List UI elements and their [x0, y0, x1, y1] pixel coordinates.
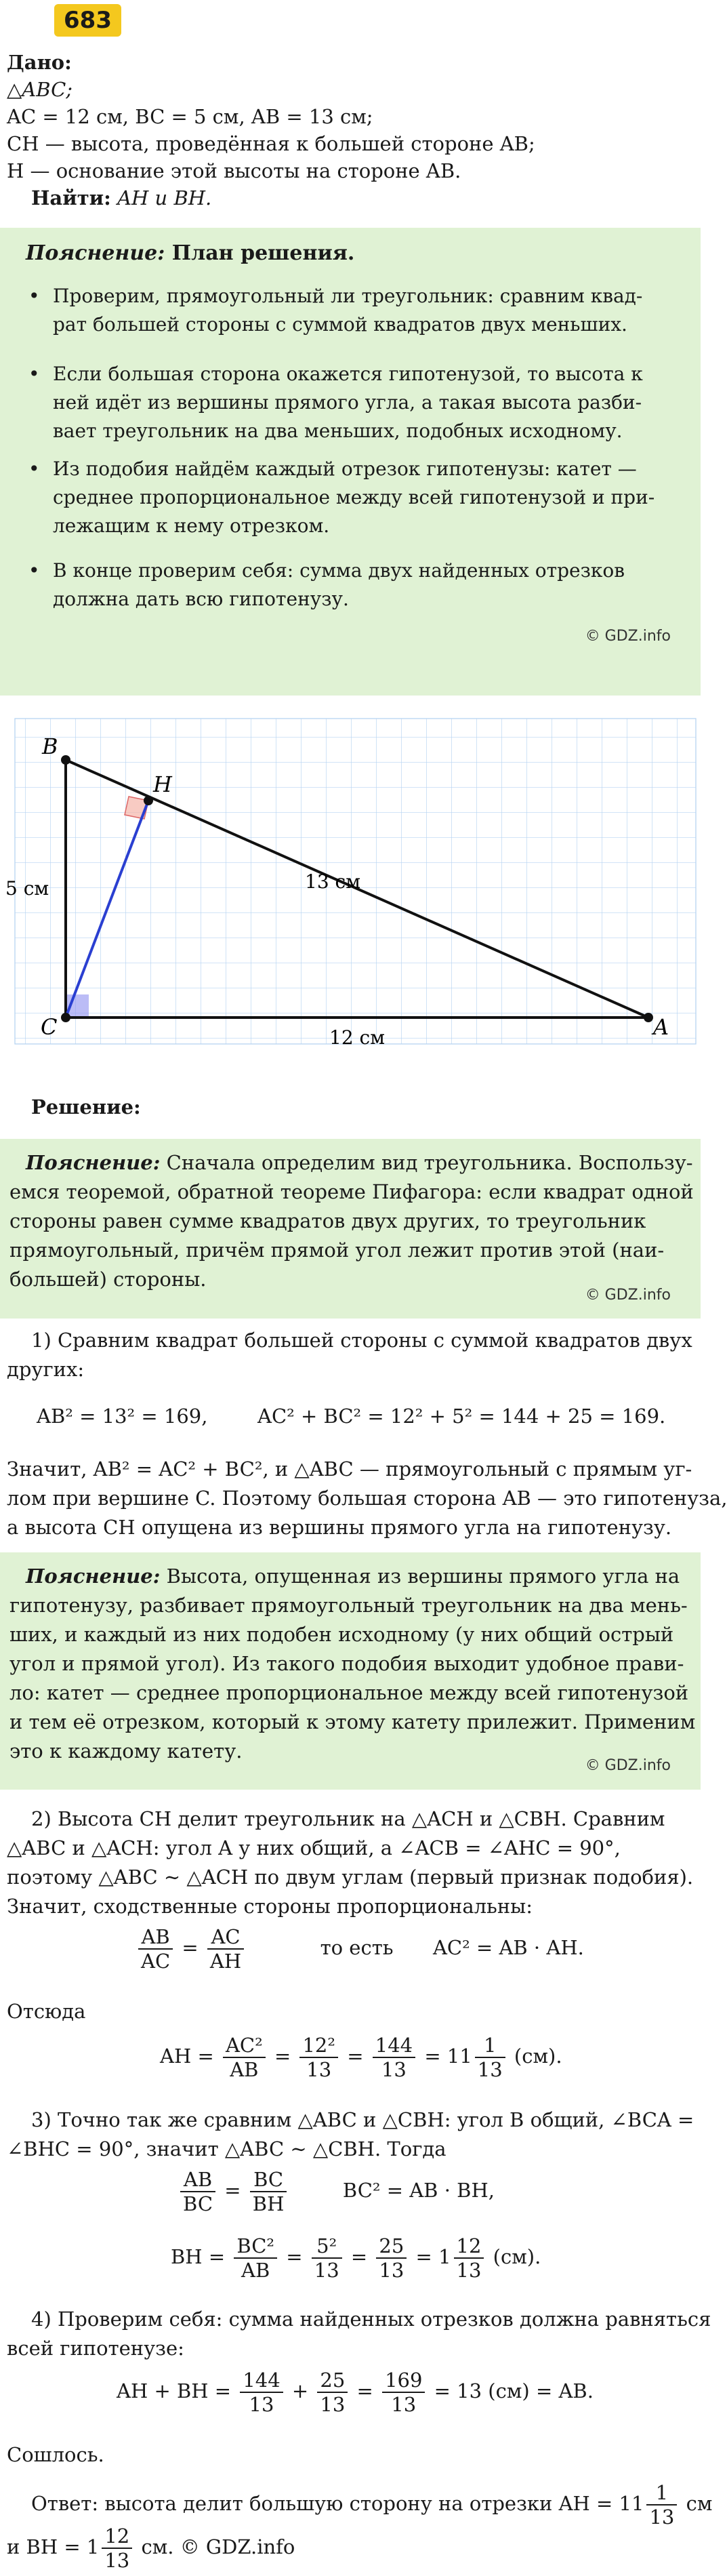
frac: [475, 2034, 505, 2081]
note1-line-5: большей) стороны.: [9, 1268, 207, 1291]
frac-num: 25: [376, 2234, 407, 2259]
note1-italic: Пояснение:: [26, 1151, 161, 1174]
frac-num: 1: [475, 2034, 505, 2058]
frac-den: AB: [241, 2259, 270, 2282]
frac: [250, 2168, 287, 2215]
plan-bullet-3-line-3: лежащим к нему отрезком.: [53, 515, 330, 537]
plan-heading: [26, 241, 354, 265]
frac-num: 12²: [299, 2034, 338, 2058]
unit: (см).: [493, 2245, 541, 2268]
frac-den: 13: [391, 2393, 417, 2416]
note2-watermark: © GDZ.info: [585, 1757, 671, 1774]
answer-line-2: [7, 2524, 295, 2572]
triangle-figure: [0, 712, 701, 1051]
frac-den: AH: [209, 1950, 242, 1973]
answer-prefix: Ответ: высота делит большую сторону на отрезки AH = 11: [31, 2492, 644, 2515]
frac: [376, 2234, 407, 2282]
frac-num: 144: [240, 2369, 283, 2393]
find-text: AH и BH.: [117, 186, 212, 209]
label-a: A: [653, 1014, 669, 1040]
label-side-ac: 12 см: [329, 1026, 385, 1049]
frac-num: 12: [454, 2234, 484, 2259]
note2-line-5: ло: катет — среднее пропорциональное между всей гипотенузой: [9, 1681, 689, 1704]
frac-ac-ah: [207, 1925, 244, 1973]
check-rest: = 13 (см) = AB.: [434, 2379, 594, 2402]
frac-num: BC: [250, 2168, 287, 2192]
hence-label: Отсюда: [7, 2000, 86, 2023]
plan-bullet-2-line-1: • Если большая сторона окажется гипотенузой, то высота к: [53, 363, 643, 385]
frac-den: AC: [141, 1950, 171, 1973]
note2-line-7: это к каждому катету.: [9, 1739, 243, 1763]
given-line-1: △ABC;: [7, 78, 73, 101]
check-lhs: AH + BH =: [117, 2379, 232, 2402]
frac: [240, 2369, 283, 2416]
bh-formula: BH = $\frac{\text{BC²}}{AB}$ = $\frac{\text{5²}}{13}$ = $\frac{25}{13}$ = 1 $\frac{12}{13}$ (см).: [171, 2234, 541, 2282]
plan-bullet-4-line-2: должна дать всю гипотенузу.: [53, 588, 349, 610]
frac-num: AB: [138, 1925, 173, 1950]
step3-ratio-formula: $\frac{AB}{BC}$ = $\frac{BC}{BH}$ BC² = AB · BH,: [178, 2168, 495, 2215]
whole-part: 1: [438, 2245, 451, 2268]
step3-line-1: 3) Точно так же сравним △ABC и △CBH: угол B общий, ∠BCA =: [31, 2108, 694, 2131]
label-c: C: [41, 1014, 58, 1040]
frac: [223, 2034, 266, 2081]
frac-num: 5²: [312, 2234, 342, 2259]
point-b: [61, 755, 70, 765]
answer-suffix: см. © GDZ.info: [141, 2535, 295, 2558]
frac: [317, 2369, 348, 2416]
frac-ab-ac: [138, 1925, 173, 1973]
note1-line-4: прямоугольный, причём прямой угол лежит против этой (наи-: [9, 1239, 665, 1262]
frac: [646, 2481, 677, 2529]
frac-den: BH: [252, 2192, 285, 2215]
answer-line2-prefix: и BH = 1: [7, 2535, 100, 2558]
whole-part: 11: [446, 2045, 472, 2068]
given-section: [7, 49, 694, 212]
frac-num: 12: [102, 2524, 132, 2549]
solution-label: Решение:: [31, 1095, 141, 1119]
given-line-3: CH — высота, проведённая к большей стороне AB;: [7, 132, 535, 155]
plan-bullet-3: [53, 455, 676, 540]
label-side-ab: 13 см: [305, 870, 360, 893]
ah-formula: AH = $\frac{\text{AC²}}{AB}$ = $\frac{\text{12²}}{13}$ = $\frac{144}{13}$ = 11 $\frac{1}{13}$ (см).: [160, 2034, 562, 2081]
frac-den: 13: [314, 2259, 339, 2282]
step4-line-2: всей гипотенузе:: [7, 2337, 184, 2360]
step2-line-2: △ABC и △ACH: угол A у них общий, а ∠ACB = ∠AHC = 90°,: [7, 1836, 621, 1859]
agreed-text: Сошлось.: [7, 2443, 104, 2466]
check-formula: AH + BH = $\frac{144}{13}$ + $\frac{25}{13}$ = $\frac{169}{13}$ = 13 (см) = AB.: [117, 2369, 594, 2416]
step2-line-1: 2) Высота CH делит треугольник на △ACH и △CBH. Сравним: [31, 1807, 665, 1830]
note1-text-1: Сначала определим вид треугольника. Воспользу-: [160, 1151, 693, 1174]
note2-text-1: Высота, опущенная из вершины прямого угла на: [160, 1565, 680, 1588]
label-side-bc: 5 см: [5, 877, 49, 900]
frac-num: 144: [373, 2034, 415, 2058]
frac: [454, 2234, 484, 2282]
frac-num: AC²: [223, 2034, 266, 2058]
plan-bullet-1: [53, 282, 676, 339]
plan-watermark: © GDZ.info: [585, 628, 671, 645]
note2-line-4: угол и прямой угол). Из такого подобия выходит удобное прави-: [9, 1652, 684, 1675]
frac-num: BC²: [234, 2234, 277, 2259]
frac-num: AB: [180, 2168, 215, 2192]
frac-den: AB: [230, 2058, 259, 2081]
frac: [102, 2524, 132, 2572]
note1-line-2: емся теоремой, обратной теореме Пифагора: если квадрат одной: [9, 1180, 694, 1203]
frac: [312, 2234, 342, 2282]
frac-num: 1: [646, 2481, 677, 2505]
note1-line-3: стороны равен сумме квадратов двух других, то треугольник: [9, 1209, 646, 1232]
step2-line-3: поэтому △ABC ∼ △ACH по двум углам (первый признак подобия).: [7, 1866, 694, 1889]
plan-bullet-3-line-2: среднее пропорциональное между всей гипотенузой и при-: [53, 486, 655, 508]
ac2-formula: AC² = AB · AH.: [432, 1936, 584, 1959]
step1-formula-right: AC² + BC² = 12² + 5² = 144 + 25 = 169.: [257, 1405, 666, 1428]
frac-den: 13: [381, 2058, 407, 2081]
plan-box: [0, 228, 701, 696]
note1-watermark: © GDZ.info: [585, 1287, 671, 1304]
label-h: H: [153, 771, 172, 797]
step2-ratio-formula: $\frac{AB}{AC}$ = $\frac{AC}{AH}$ то есть AC² = AB · AH.: [136, 1925, 584, 1973]
label-b: B: [42, 733, 58, 759]
step2-line-4: Значит, сходственные стороны пропорциональны:: [7, 1895, 533, 1918]
bc2-formula: BC² = AB · BH,: [342, 2179, 495, 2202]
frac-num: 169: [382, 2369, 425, 2393]
frac-den: 13: [306, 2058, 332, 2081]
find-line: [7, 184, 694, 212]
frac-den: BC: [183, 2192, 213, 2215]
answer-ah-unit: см: [686, 2492, 713, 2515]
frac-den: 13: [320, 2393, 346, 2416]
find-label: Найти:: [31, 186, 111, 209]
answer-line-1: [31, 2481, 712, 2529]
frac: [373, 2034, 415, 2081]
ah-lhs: AH =: [160, 2045, 214, 2068]
step4-line-1: 4) Проверим себя: сумма найденных отрезков должна равняться: [31, 2308, 711, 2331]
frac: [299, 2034, 338, 2081]
unit: (см).: [514, 2045, 562, 2068]
step1-after-2: лом при вершине C. Поэтому большая сторона AB — это гипотенуза,: [7, 1487, 727, 1510]
given-line-2: AC = 12 см, BC = 5 см, AB = 13 см;: [7, 105, 373, 128]
problem-number-badge: 683: [54, 4, 121, 37]
that-is-text: то есть: [320, 1936, 394, 1959]
given-label: Дано:: [7, 51, 72, 74]
note1-line-1: [26, 1148, 693, 1178]
plan-bullet-2: [53, 360, 676, 445]
note2-italic: Пояснение:: [26, 1565, 161, 1588]
step1-line-2: других:: [7, 1358, 85, 1381]
step1-after-3: а высота CH опущена из вершины прямого угла на гипотенузу.: [7, 1516, 672, 1539]
plan-bullet-2-line-3: вает треугольник на два меньших, подобных исходному.: [53, 420, 623, 442]
plan-bullet-1-line-2: рат большей стороны с суммой квадратов двух меньших.: [53, 313, 627, 336]
note2-line-1: [26, 1562, 680, 1591]
plan-bullet-4-line-1: • В конце проверим себя: сумма двух найденных отрезков: [53, 559, 625, 582]
step1-after-1: Значит, AB² = AC² + BC², и △ABC — прямоугольный с прямым уг-: [7, 1457, 692, 1481]
step1-line-1: 1) Сравним квадрат большей стороны с суммой квадратов двух: [31, 1329, 692, 1352]
step3-line-2: ∠BHC = 90°, значит △ABC ∼ △CBH. Тогда: [7, 2137, 446, 2160]
frac: [382, 2369, 425, 2416]
frac-den: 13: [104, 2549, 130, 2572]
frac: [180, 2168, 215, 2215]
point-a: [644, 1013, 653, 1022]
frac-num: AC: [207, 1925, 244, 1950]
plan-bullet-3-line-1: • Из подобия найдём каждый отрезок гипотенузы: катет —: [53, 458, 637, 480]
frac-den: 13: [456, 2259, 482, 2282]
frac-den: 13: [477, 2058, 503, 2081]
point-h: [144, 796, 153, 805]
frac-den: 13: [379, 2259, 404, 2282]
plan-bullet-1-line-1: • Проверим, прямоугольный ли треугольник: сравним квад-: [53, 285, 643, 307]
frac-den: 13: [249, 2393, 274, 2416]
frac-num: 25: [317, 2369, 348, 2393]
note2-line-6: и тем её отрезком, который к этому катету прилежит. Применим: [9, 1710, 696, 1733]
given-line-4: H — основание этой высоты на стороне AB.: [7, 159, 461, 182]
step1-formula-left: AB² = 13² = 169,: [37, 1405, 208, 1428]
note2-box: [0, 1552, 701, 1790]
frac: [234, 2234, 277, 2282]
note1-box: [0, 1139, 701, 1319]
plan-bullet-2-line-2: ней идёт из вершины прямого угла, а такая высота разби-: [53, 391, 642, 414]
point-c: [61, 1013, 70, 1022]
note2-line-3: ших, и каждый из них подобен исходному (у них общий острый: [9, 1623, 674, 1646]
plan-bullet-4: [53, 557, 676, 613]
note2-line-2: гипотенузу, разбивает прямоугольный треугольник на два мень-: [9, 1594, 688, 1617]
plan-heading-italic: Пояснение:: [26, 241, 165, 265]
bh-lhs: BH =: [171, 2245, 226, 2268]
plan-heading-rest: План решения.: [171, 241, 355, 265]
frac-den: 13: [649, 2505, 675, 2529]
